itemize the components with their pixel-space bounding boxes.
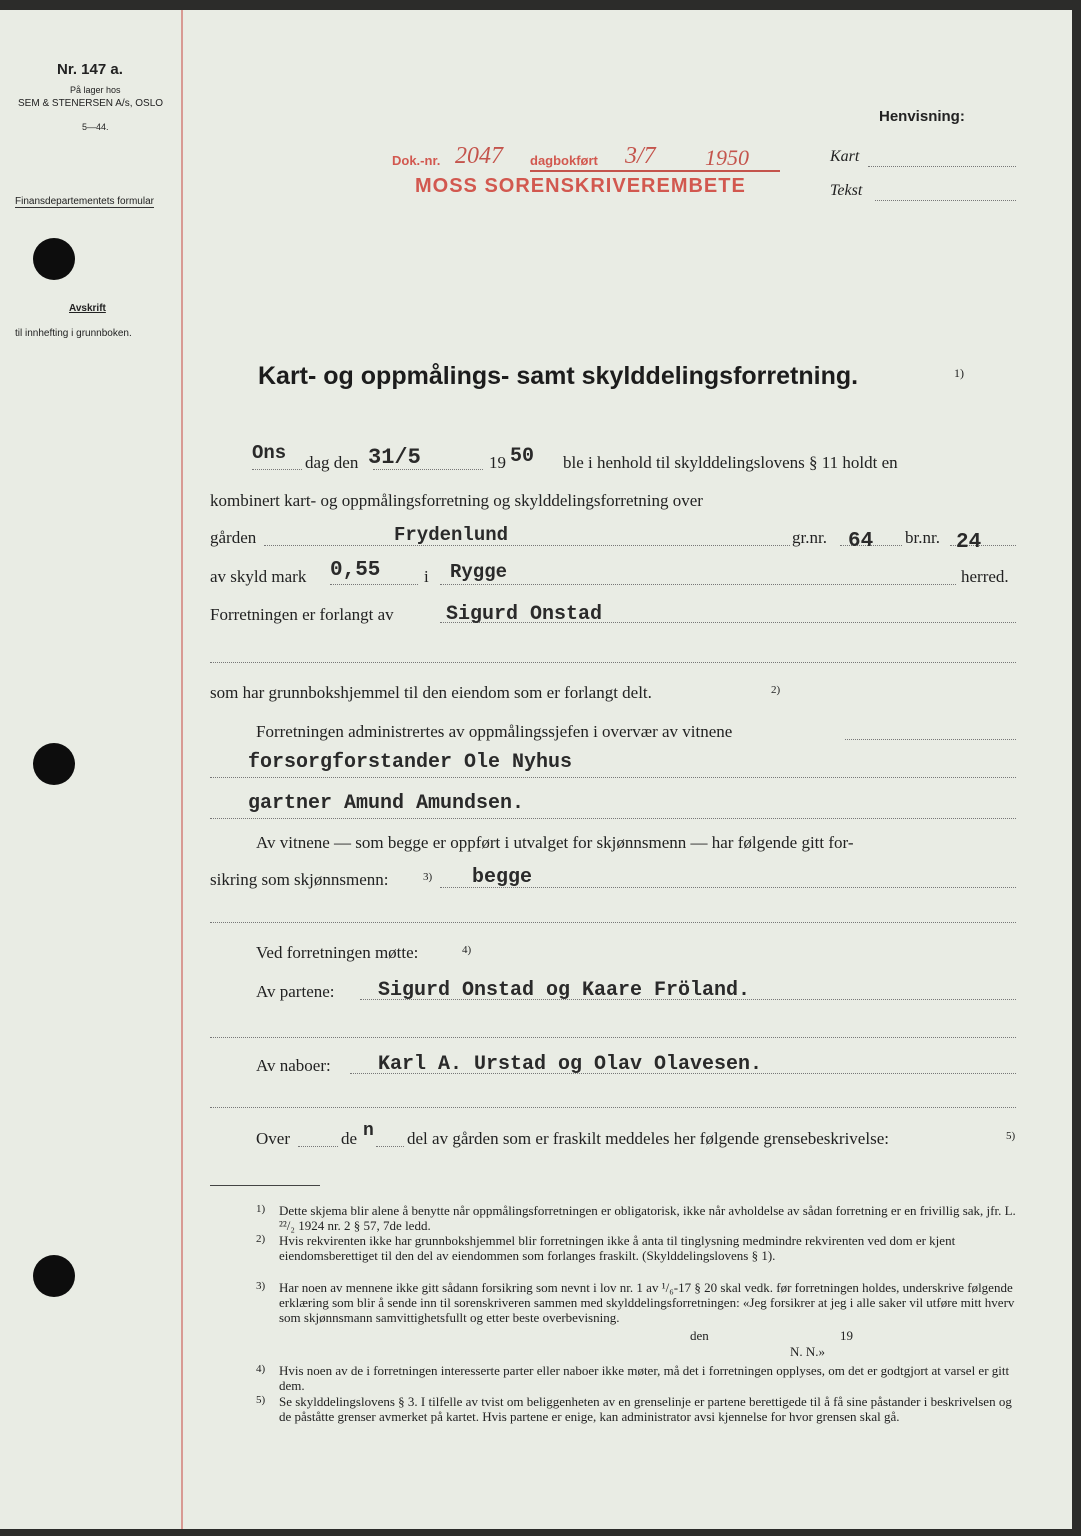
neighbours-label: Av naboer: xyxy=(256,1056,331,1075)
stamp-dag-label: dagbokført xyxy=(530,153,598,168)
grunnbok-text: som har grunnbokshjemmel til den eiendom som er forlangt delt. xyxy=(210,683,652,702)
witness-2: gartner Amund Amundsen. xyxy=(248,792,525,815)
administered-line xyxy=(845,739,1016,740)
reference-tekst-line xyxy=(875,200,1016,201)
skyld-value: 0,55 xyxy=(330,559,381,582)
footnote-4-number: 4) xyxy=(256,1363,266,1375)
document-title: Kart- og oppmålings- samt skylddelingsforretning. xyxy=(258,362,859,390)
blank-line-2 xyxy=(210,922,1016,923)
title-note: 1) xyxy=(954,366,964,380)
grnr-label: gr.nr. xyxy=(792,528,827,547)
garden-label: gården xyxy=(210,528,257,547)
footnote-3-year: 19 xyxy=(840,1328,853,1343)
neighbours-value: Karl A. Urstad og Olav Olavesen. xyxy=(378,1053,763,1076)
dag-den-label: dag den xyxy=(305,453,359,472)
over-rest: del av gården som er fraskilt meddeles her følgende grensebeskrivelse: xyxy=(407,1129,889,1148)
printer-line-2: SEM & STENERSEN A/s, OSLO xyxy=(18,98,164,109)
innhefting-label: til innhefting i grunnboken. xyxy=(15,328,132,339)
punch-hole-3 xyxy=(33,1255,75,1297)
herred-name: Rygge xyxy=(450,561,508,583)
form-number: Nr. 147 a. xyxy=(57,61,123,78)
requested-label: Forretningen er forlangt av xyxy=(210,605,394,624)
footnote-2-text: Hvis rekvirenten ikke har grunnbokshjemmel blir forretningen ikke å anta til tinglysning medmindre rekvirenten ved dom er kjent eiendomsberettiget til den del av eiendommen som forlanges fraskilt. (Skylddelingslovens § 1). xyxy=(279,1233,956,1263)
intro-line-2: kombinert kart- og oppmålingsforretning og skylddelingsforretning over xyxy=(210,491,703,510)
stamp-rule xyxy=(530,170,780,172)
skyld-label: av skyld mark xyxy=(210,567,307,586)
formular-label: Finansdepartementets formular xyxy=(15,196,154,207)
farm-value: Frydenlund xyxy=(394,524,509,546)
brnr-label: br.nr. xyxy=(905,528,940,547)
over-label: Over xyxy=(256,1129,290,1148)
printer-line-1: På lager hos xyxy=(70,85,121,95)
reference-tekst: Tekst xyxy=(830,182,863,199)
witness-2-line xyxy=(210,818,1016,819)
footnote-1-number: 1) xyxy=(256,1203,266,1215)
margin-line xyxy=(181,10,183,1529)
grunnbok-note: 2) xyxy=(771,684,781,696)
blank-line-4 xyxy=(210,1107,1016,1108)
met-text: Ved forretningen møtte: xyxy=(256,943,419,962)
footnote-4-text: Hvis noen av de i forretningen interesserte parter eller naboer ikke møter, må det i forretningen opplyses, om det er godtgjort at varsel er gitt dem. xyxy=(279,1363,1010,1393)
de-line xyxy=(376,1146,404,1147)
footnote-2-number: 2) xyxy=(256,1233,266,1245)
footnote-5-number: 5) xyxy=(256,1394,266,1406)
punch-hole-2 xyxy=(33,743,75,785)
printer-line-3: 5—44. xyxy=(82,122,109,132)
herred-label: herred. xyxy=(961,567,1009,586)
farm-line xyxy=(264,545,790,546)
over-line xyxy=(298,1146,338,1147)
footnote-3-signature: N. N.» xyxy=(790,1344,826,1359)
over-note: 5) xyxy=(1006,1130,1016,1142)
footnote-3-den: den xyxy=(690,1328,709,1343)
witness-text-2: sikring som skjønnsmenn: xyxy=(210,870,389,889)
stamp-dok-number: 2047 xyxy=(455,143,503,169)
intro-rest: ble i henhold til skylddelingslovens § 11 holdt en xyxy=(563,453,898,472)
witness-answer: begge xyxy=(472,866,533,889)
avskrift-label: Avskrift xyxy=(69,303,106,314)
stamp-year: 1950 xyxy=(705,145,749,170)
witness-1: forsorgforstander Ole Nyhus xyxy=(248,751,573,774)
blank-line-1 xyxy=(210,662,1016,663)
stamp-dok-label: Dok.-nr. xyxy=(392,153,441,168)
skyld-line xyxy=(330,584,418,585)
reference-kart: Kart xyxy=(830,148,860,165)
witness-text-1: Av vitnene — som begge er oppført i utvalget for skjønnsmenn — har følgende gitt for- xyxy=(256,833,854,852)
i-label: i xyxy=(424,567,429,586)
requested-by: Sigurd Onstad xyxy=(446,603,603,626)
reference-kart-line xyxy=(868,166,1016,167)
blank-line-3 xyxy=(210,1037,1016,1038)
de-label: de xyxy=(341,1129,358,1148)
brnr-value: 24 xyxy=(956,531,982,554)
parties-value: Sigurd Onstad og Kaare Fröland. xyxy=(378,979,751,1002)
footnote-1-text: Dette skjema blir alene å benytte når oppmålingsforretningen er obligatorisk, ikke når avholdelse av sådan forretning er en frivillig sak, jfr. L. ²²/₂ 1924 nr. 2 § 57, 7de ledd. xyxy=(279,1203,1016,1233)
date-line xyxy=(373,469,483,470)
footnote-3-number: 3) xyxy=(256,1280,266,1292)
administered-text: Forretningen administrertes av oppmålingssjefen i overvær av vitnene xyxy=(256,722,733,741)
witness-note: 3) xyxy=(423,871,433,883)
year-prefix: 19 xyxy=(489,453,506,472)
weekday-line xyxy=(252,469,302,470)
punch-hole-1 xyxy=(33,238,75,280)
date-value: 31/5 xyxy=(368,445,421,470)
witness-1-line xyxy=(210,777,1016,778)
de-suffix: n xyxy=(363,1121,374,1141)
stamp-date: 3/7 xyxy=(625,143,656,169)
weekday-value: Ons xyxy=(252,442,287,464)
met-note: 4) xyxy=(462,944,472,956)
reference-heading: Henvisning: xyxy=(879,108,965,125)
year-suffix: 50 xyxy=(510,445,535,468)
stamp-office: MOSS SORENSKRIVEREMBETE xyxy=(415,175,746,197)
herred-line xyxy=(440,584,956,585)
document-page xyxy=(0,10,1072,1529)
parties-label: Av partene: xyxy=(256,982,335,1001)
footnote-rule xyxy=(210,1185,320,1186)
grnr-value: 64 xyxy=(848,530,874,553)
footnote-5-text: Se skylddelingslovens § 3. I tilfelle av tvist om beliggenheten av en grenselinje er partene berettigede til å få sine påstander i beskrivelsen og de påståtte grenser avmerket på kartet. Hvis partene er enige, kan administrator avsi kjennelse for hvor grensen skal gå. xyxy=(279,1394,1012,1424)
footnote-3-text: Har noen av mennene ikke gitt sådann forsikring som nevnt i lov nr. 1 av ¹/₆-17 § 20 skal vedk. før forretningen holdes, underskrive følgende erklæring som blir å sende inn til sorenskriveren sammen med skylddelingsforretningen: «Jeg forsikrer at jeg i alle saker vil utføre mitt hverv som skjønnsmann samvittighetsfullt og etter beste overbevisning. xyxy=(279,1280,1015,1325)
